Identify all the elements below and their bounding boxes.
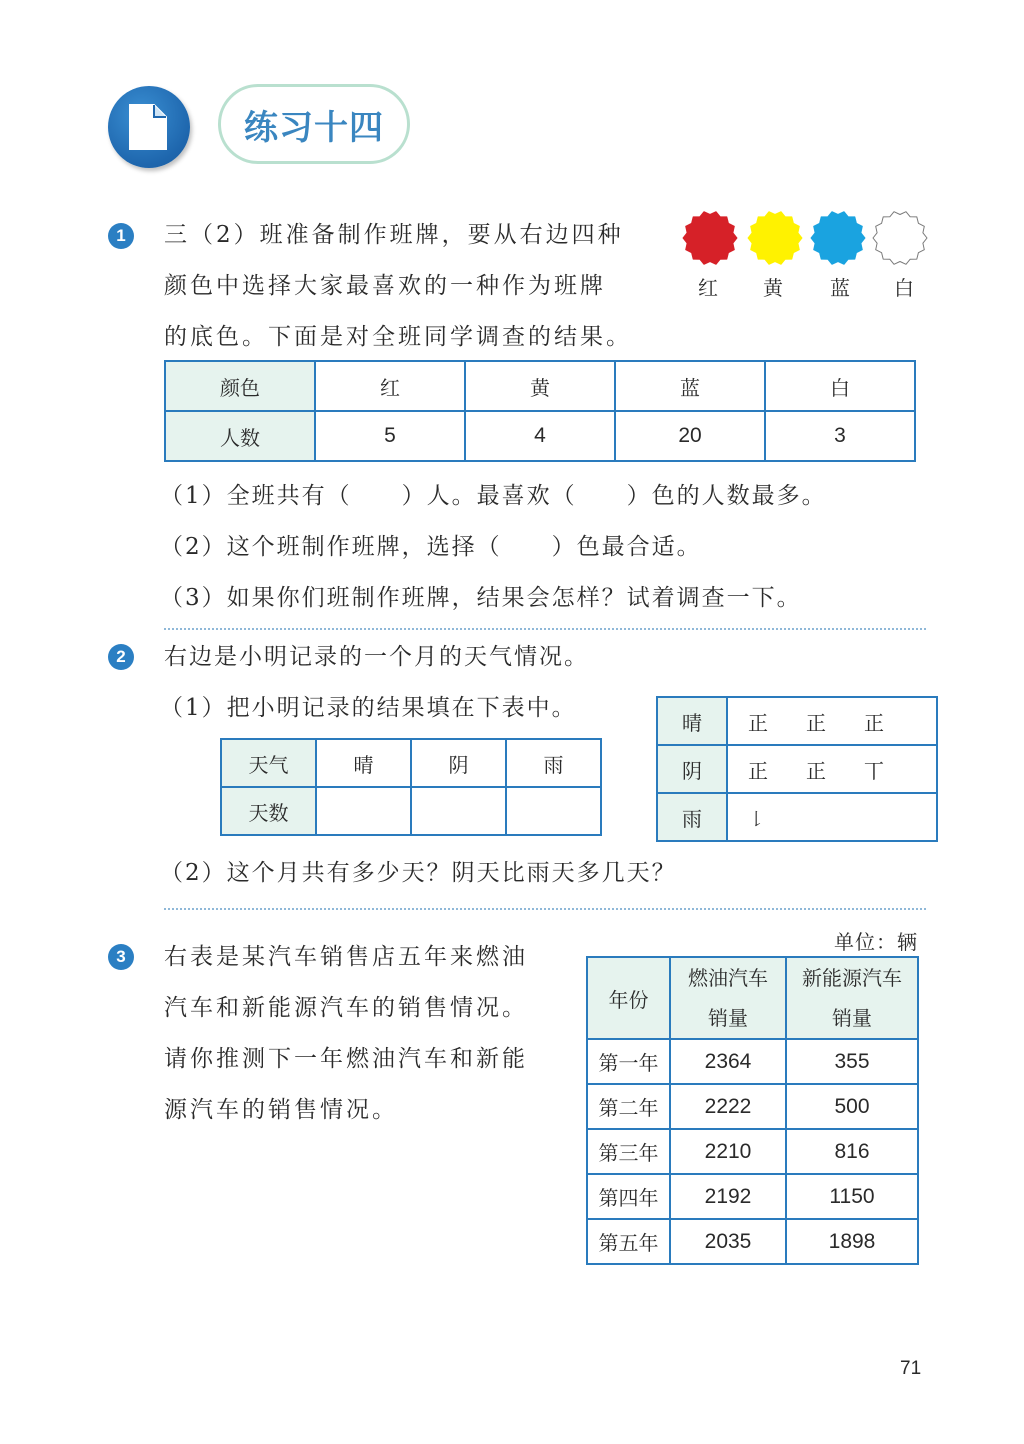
table-header-cell [670,957,786,1039]
table-cell: 355 [786,1039,918,1084]
table-row [587,1219,918,1264]
weather-tally-table [656,696,938,842]
swatch-label-yellow: 黄 [763,276,783,300]
question-number-3: 3 [108,944,134,970]
tally-mark: 正 [864,710,884,735]
swatch-label-red: 红 [698,276,718,300]
tally-row-label: 阴 [657,745,727,793]
header-line: 销量 [708,1006,748,1030]
table-cell: 20 [615,411,765,461]
swatch-red [683,212,737,265]
table-cell: 5 [315,411,465,461]
table-row [587,1039,918,1084]
header-line: 新能源汽车 [802,966,902,990]
question-number-2: 2 [108,644,134,670]
tally-marks-cell [727,793,937,841]
table-cell: 1898 [786,1219,918,1264]
q2-sub-question-2: （2）这个月共有多少天？阴天比雨天多几天？ [160,860,677,886]
header-line: 销量 [832,1006,872,1030]
table-row [587,1129,918,1174]
tally-marks-cell [727,745,937,793]
table-header-cell: 红 [315,361,465,411]
table-cell: 816 [786,1129,918,1174]
table-row [165,361,915,411]
table-cell: 2222 [670,1084,786,1129]
exercise-title-pill [218,84,410,164]
swatch-yellow [748,212,802,265]
car-sales-table [586,956,919,1265]
table-header-cell: 黄 [465,361,615,411]
q3-text-line-4: 源汽车的销售情况。 [164,1097,398,1123]
q2-text: 右边是小明记录的一个月的天气情况。 [164,644,589,670]
q1-text-line-2: 颜色中选择大家最喜欢的一种作为班牌 [164,273,606,299]
weather-fill-table [220,738,602,836]
color-survey-table [164,360,916,462]
answer-blank-cell[interactable] [316,787,411,835]
swatch-label-blue: 蓝 [830,276,850,300]
page-title: 练习十四 [244,107,384,148]
table-header-cell: 蓝 [615,361,765,411]
answer-blank-cell[interactable] [506,787,601,835]
q1-sub-question-2: （2）这个班制作班牌，选择（ ）色最合适。 [160,534,702,560]
table-cell: 2210 [670,1129,786,1174]
document-icon [108,86,190,168]
answer-blank-cell[interactable] [411,787,506,835]
table-row [657,745,937,793]
q1-text-line-1: 三（2）班准备制作班牌，要从右边四种 [164,222,624,248]
tally-mark: 正 [748,710,768,735]
table-row [165,411,915,461]
tally-mark: 𠄌 [748,809,765,830]
q1-text-line-3: 的底色。下面是对全班同学调查的结果。 [164,324,632,350]
table-header-cell: 雨 [506,739,601,787]
page-number: 71 [900,1358,922,1379]
table-header-cell: 天气 [221,739,316,787]
table-row [657,697,937,745]
table-header-cell: 颜色 [165,361,315,411]
section-divider [164,908,926,910]
table-cell: 3 [765,411,915,461]
table-row [657,793,937,841]
table-header-cell: 白 [765,361,915,411]
header-line: 燃油汽车 [688,966,768,990]
table-header-cell [786,957,918,1039]
table-row [587,1174,918,1219]
year-cell: 第五年 [587,1219,670,1264]
section-divider [164,628,926,630]
q3-text-line-1: 右表是某汽车销售店五年来燃油 [164,944,528,970]
table-row [221,739,601,787]
swatch-white [873,212,927,265]
table-row [587,957,918,1039]
table-cell: 4 [465,411,615,461]
q3-text-line-2: 汽车和新能源汽车的销售情况。 [164,995,528,1021]
table-row-label: 天数 [221,787,316,835]
tally-mark: 正 [748,758,768,783]
tally-marks-cell [727,697,937,745]
table-row-label: 人数 [165,411,315,461]
table-row [221,787,601,835]
table-header-cell: 年份 [587,957,670,1039]
tally-row-label: 雨 [657,793,727,841]
q2-sub-question-1: （1）把小明记录的结果填在下表中。 [160,695,577,721]
table-header-cell: 阴 [411,739,506,787]
tally-mark: 丅 [864,758,884,783]
tally-mark: 正 [806,758,826,783]
question-number-1: 1 [108,223,134,249]
table-cell: 2364 [670,1039,786,1084]
color-swatches [680,208,930,270]
unit-label: 单位：辆 [834,930,918,954]
swatch-label-white: 白 [894,276,914,300]
year-cell: 第四年 [587,1174,670,1219]
year-cell: 第三年 [587,1129,670,1174]
table-cell: 2192 [670,1174,786,1219]
tally-mark: 正 [806,710,826,735]
q1-sub-question-1: （1）全班共有（ ）人。最喜欢（ ）色的人数最多。 [160,483,827,509]
table-cell: 2035 [670,1219,786,1264]
q3-text-line-3: 请你推测下一年燃油汽车和新能 [164,1046,528,1072]
year-cell: 第二年 [587,1084,670,1129]
q1-sub-question-3: （3）如果你们班制作班牌，结果会怎样？试着调查一下。 [160,585,802,611]
table-cell: 500 [786,1084,918,1129]
tally-row-label: 晴 [657,697,727,745]
table-header-cell: 晴 [316,739,411,787]
year-cell: 第一年 [587,1039,670,1084]
table-cell: 1150 [786,1174,918,1219]
swatch-blue [811,212,865,265]
table-row [587,1084,918,1129]
